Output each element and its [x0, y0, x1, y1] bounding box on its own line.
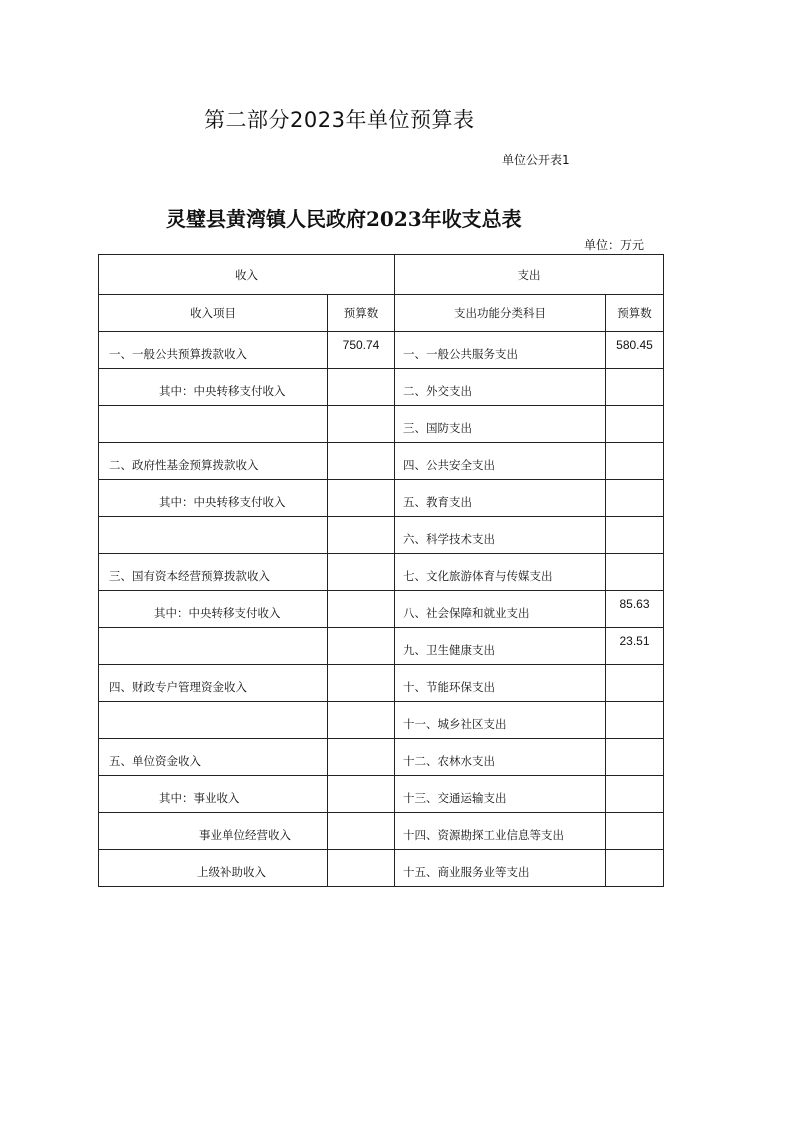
expense-item: 十三、交通运输支出 [395, 776, 606, 813]
expense-item: 十五、商业服务业等支出 [395, 850, 606, 887]
income-amount [328, 406, 395, 443]
expense-header: 支出 [395, 255, 664, 295]
expense-item: 十一、城乡社区支出 [395, 702, 606, 739]
expense-item-col-header: 支出功能分类科目 [395, 295, 606, 332]
expense-item: 三、国防支出 [395, 406, 606, 443]
expense-amount: 85.63 [606, 591, 664, 628]
expense-amount [606, 813, 664, 850]
expense-item: 五、教育支出 [395, 480, 606, 517]
expense-item: 八、社会保障和就业支出 [395, 591, 606, 628]
income-item: 五、单位资金收入 [99, 739, 328, 776]
income-item: 其中：中央转移支付收入 [99, 480, 328, 517]
income-amount [328, 702, 395, 739]
table-id: 单位公开表1 [502, 153, 570, 167]
income-item [99, 517, 328, 554]
expense-item: 七、文化旅游体育与传媒支出 [395, 554, 606, 591]
expense-amount [606, 406, 664, 443]
table-row [99, 480, 664, 517]
table-row [99, 702, 664, 739]
income-amount: 750.74 [328, 332, 395, 369]
expense-item: 四、公共安全支出 [395, 443, 606, 480]
table-row [99, 369, 664, 406]
income-amount [328, 739, 395, 776]
table-row [99, 332, 664, 369]
table-row [99, 776, 664, 813]
expense-amount [606, 739, 664, 776]
expense-item: 二、外交支出 [395, 369, 606, 406]
expense-item: 九、卫生健康支出 [395, 628, 606, 665]
expense-amount: 23.51 [606, 628, 664, 665]
table-row [99, 739, 664, 776]
income-amount [328, 591, 395, 628]
income-amount [328, 517, 395, 554]
income-amount [328, 850, 395, 887]
section-header-row [99, 255, 664, 295]
expense-amount [606, 369, 664, 406]
expense-item: 十四、资源勘探工业信息等支出 [395, 813, 606, 850]
unit-label: 单位：万元 [584, 238, 645, 252]
table-row [99, 406, 664, 443]
expense-amount [606, 702, 664, 739]
table-row [99, 850, 664, 887]
table-row [99, 443, 664, 480]
expense-amount: 580.45 [606, 332, 664, 369]
income-amount-col-header: 预算数 [328, 295, 395, 332]
table-row [99, 554, 664, 591]
expense-amount [606, 850, 664, 887]
income-item: 四、财政专户管理资金收入 [99, 665, 328, 702]
income-item: 其中：中央转移支付收入 [99, 369, 328, 406]
income-amount [328, 813, 395, 850]
income-item: 一、一般公共预算拨款收入 [99, 332, 328, 369]
expense-amount [606, 665, 664, 702]
expense-amount [606, 517, 664, 554]
table-row [99, 628, 664, 665]
income-item: 上级补助收入 [99, 850, 328, 887]
income-amount [328, 776, 395, 813]
expense-item: 十二、农林水支出 [395, 739, 606, 776]
table-row [99, 517, 664, 554]
income-header: 收入 [99, 255, 395, 295]
income-item: 其中：事业收入 [99, 776, 328, 813]
expense-amount [606, 554, 664, 591]
table-row [99, 591, 664, 628]
expense-item: 一、一般公共服务支出 [395, 332, 606, 369]
income-amount [328, 443, 395, 480]
income-item [99, 628, 328, 665]
income-amount [328, 554, 395, 591]
table-row [99, 813, 664, 850]
expense-item: 十、节能环保支出 [395, 665, 606, 702]
income-amount [328, 369, 395, 406]
income-amount [328, 665, 395, 702]
income-item [99, 702, 328, 739]
table-row [99, 665, 664, 702]
column-header-row [99, 295, 664, 332]
expense-amount-col-header: 预算数 [606, 295, 664, 332]
income-item [99, 406, 328, 443]
expense-amount [606, 480, 664, 517]
income-item-col-header: 收入项目 [99, 295, 328, 332]
income-item: 事业单位经营收入 [99, 813, 328, 850]
income-item: 三、国有资本经营预算拨款收入 [99, 554, 328, 591]
table-title: 灵璧县黄湾镇人民政府2023年收支总表 [166, 207, 522, 231]
expense-amount [606, 776, 664, 813]
expense-item: 六、科学技术支出 [395, 517, 606, 554]
income-amount [328, 628, 395, 665]
part-title: 第二部分2023年单位预算表 [204, 108, 475, 132]
income-item: 二、政府性基金预算拨款收入 [99, 443, 328, 480]
income-item: 其中：中央转移支付收入 [99, 591, 328, 628]
expense-amount [606, 443, 664, 480]
budget-summary-table [98, 254, 664, 887]
income-amount [328, 480, 395, 517]
